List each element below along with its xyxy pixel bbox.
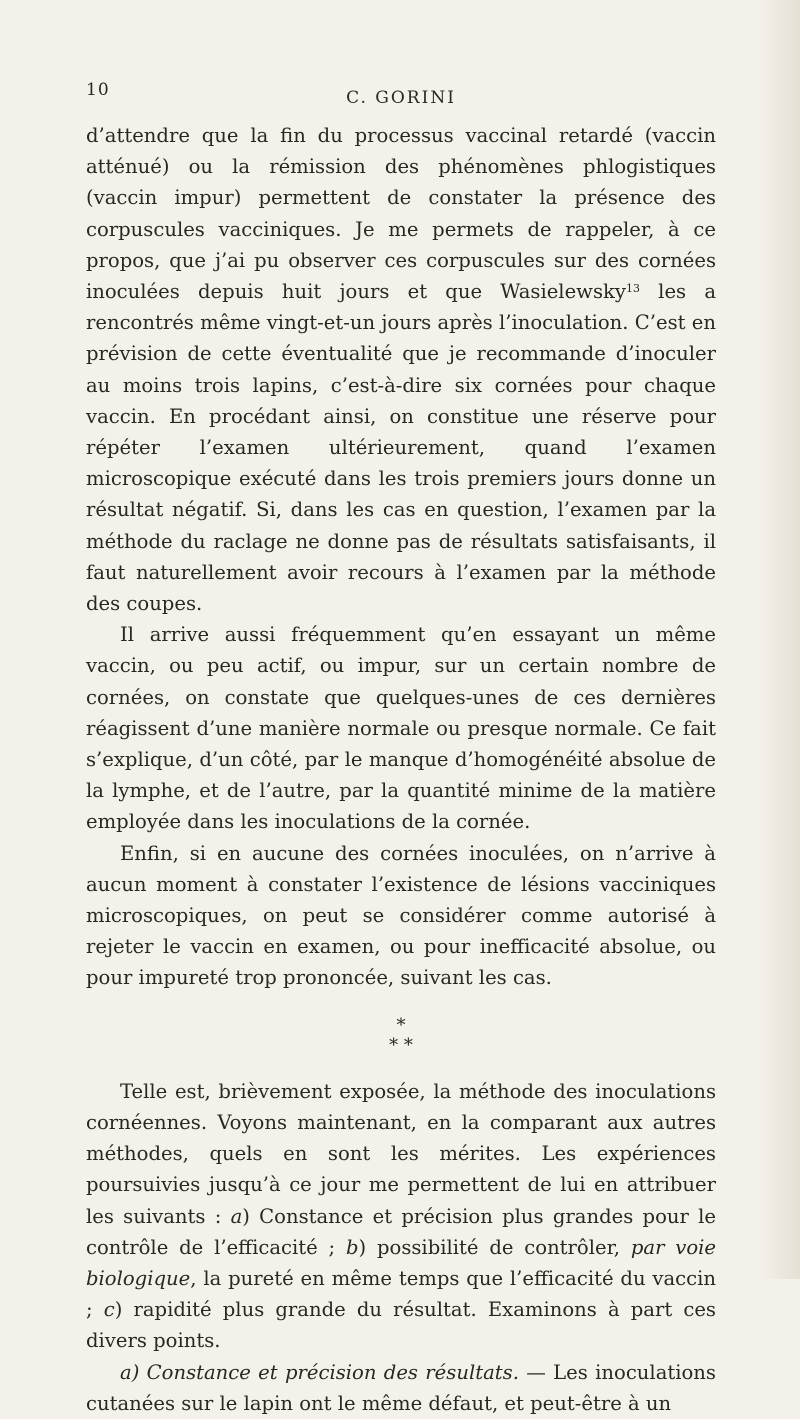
page-edge-shadow — [760, 0, 800, 1279]
paragraph-1-text: d’attendre que la fin du processus vaccinal retardé (vaccin atténué) ou la rémission des phénomènes phlogistiques (vaccin impur) permettent de constater la présence des corpuscules vacciniques. Je me permets de rappeler, à ce propos, que j’ai pu observer ces corpuscules sur des cornées inoculées depuis huit jours et que Wasielewsky — [86, 124, 716, 304]
paragraph-1-text-cont: les a rencontrés même vingt-et-un jours après l’inoculation. C’est en prévision de cette éventualité que je recommande d’inoculer au moins trois lapins, c’est-à-dire six cornées pour chaque vaccin. En procédant ainsi, on constitue une réserve pour répéter l’examen ultérieurement, quand l’examen microscopique exécuté dans les trois premiers jours donne un résultat négatif. Si, dans les cas en question, l’examen par la méthode du raclage ne donne pas de résultats satisfaisants, il faut naturellement avoir recours à l’examen par la méthode des coupes. — [86, 280, 717, 616]
paragraph-4-point-c: ) rapidité plus grande du résultat. Examinons à part ces divers points. — [86, 1298, 716, 1353]
paragraph-4-point-b: ) possibilité de contrôler, — [358, 1235, 631, 1259]
list-label-b: b — [345, 1235, 359, 1259]
list-label-a: a — [230, 1204, 243, 1228]
italic-phrase: par voie biologique — [86, 1235, 717, 1290]
running-head-author: C. GORINI — [346, 88, 456, 108]
paragraph-4-point-b-cont: , la pureté en même temps que l’efficacité du vaccin ; — [86, 1266, 716, 1322]
body-text — [86, 120, 716, 1419]
section-title: ) Constance et précision des résultats. — [131, 1360, 519, 1384]
paragraph-3: Enfin, si en aucune des cornées inoculées, on n’arrive à aucun moment à constater l’existence de lésions vacciniques microscopiques, on peut se considérer comme autorisé à rejeter le vaccin en examen, ou pour inefficacité absolue, ou pour impureté trop prononcée, suivant les cas. — [86, 841, 716, 990]
paragraph-4-text: Telle est, brièvement exposée, la méthode des inoculations cornéennes. Voyons maintenant, en la comparant aux autres méthodes, quels en sont les mérites. Les expériences poursuivies jusqu’à ce jour me permettent de lui en attribuer les suivants : — [86, 1079, 716, 1228]
section-break-asterism — [86, 1016, 716, 1056]
paragraph-5 — [86, 1357, 716, 1419]
list-label-c: c — [103, 1298, 115, 1322]
paragraph-1 — [86, 120, 716, 619]
asterism-top: * — [396, 1014, 406, 1036]
footnote-ref-13: 13 — [625, 282, 640, 296]
paragraph-4-point-a: ) Constance et précision plus grandes pour le contrôle de l’efficacité ; — [86, 1204, 716, 1259]
paragraph-2: Il arrive aussi fréquemment qu’en essayant un même vaccin, ou peu actif, ou impur, sur un certain nombre de cornées, on constate que quelques-unes de ces dernières réagissent d’une manière normale ou presque normale. Ce fait s’explique, d’un côté, par le manque d’homogénéité absolue de la lymphe, et de l’autre, par la quantité minime de la matière employée dans les inoculations de la cornée. — [86, 623, 716, 834]
asterism-bottom: * * — [389, 1034, 413, 1056]
paragraph-4 — [86, 1076, 716, 1357]
section-label-a: a — [120, 1360, 132, 1384]
paragraph-5-text: — Les inoculations cutanées sur le lapin ont le même défaut, et peut-être à un — [86, 1360, 716, 1415]
page-number: 10 — [86, 80, 110, 100]
running-head — [86, 80, 716, 110]
